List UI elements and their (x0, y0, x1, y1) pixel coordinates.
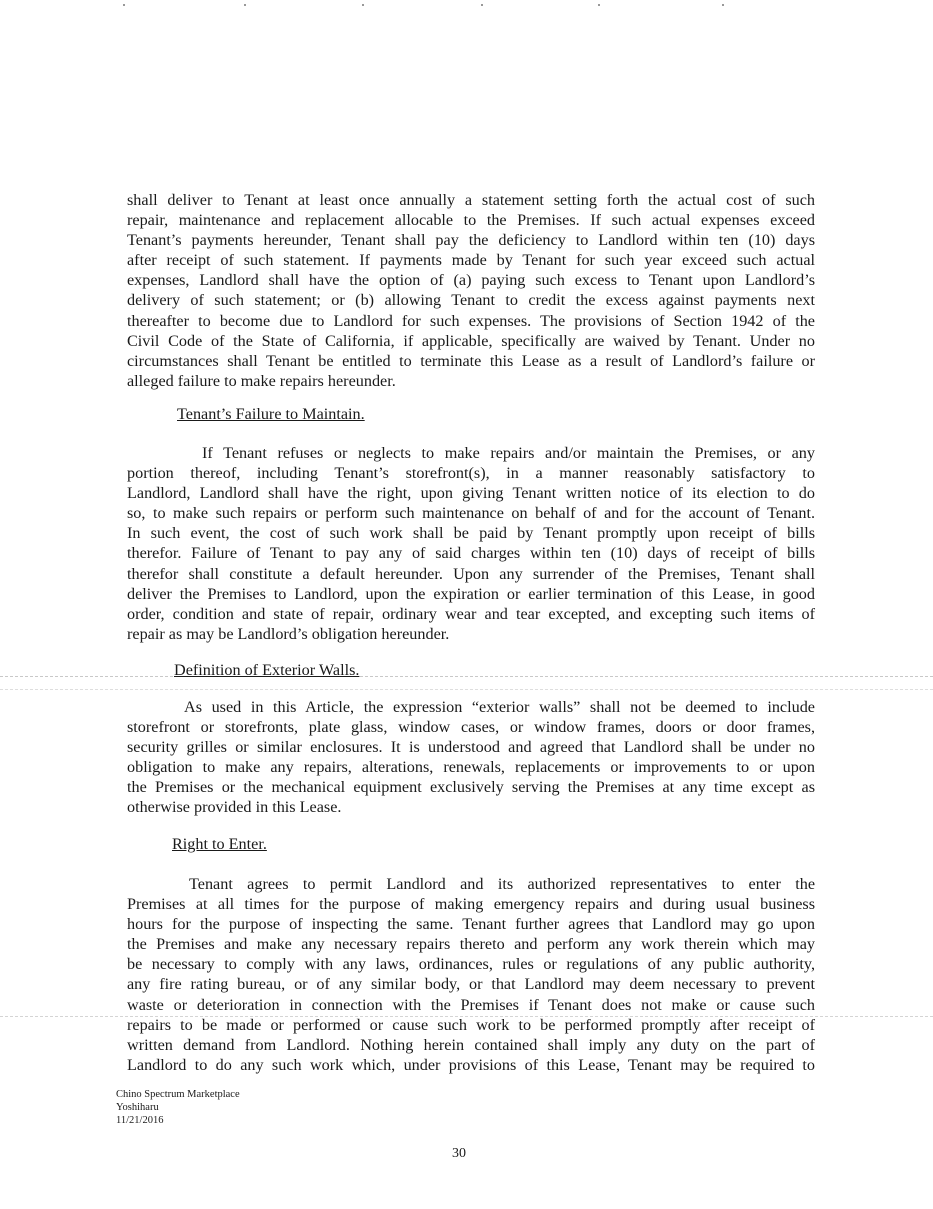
text-line: written demand from Landlord. Nothing herein contained shall imply any duty on the part of (127, 1035, 815, 1054)
text-line: Civil Code of the State of California, if applicable, specifically are waived by Tenant. Under no (127, 331, 815, 350)
text-line: the Premises and make any necessary repairs thereto and perform any work therein which may (127, 935, 815, 954)
text-line: repair as may be Landlord’s obligation hereunder. (127, 624, 450, 643)
text-line: shall deliver to Tenant at least once annually a statement setting forth the actual cost of such (127, 191, 815, 209)
text-line: circumstances shall Tenant be entitled to terminate this Lease as a result of Landlord’s failure or (127, 351, 815, 370)
text-line: be necessary to comply with any laws, ordinances, rules or regulations of any public authority, (127, 955, 815, 974)
text-line: storefront or storefronts, plate glass, window cases, or window frames, doors or door frames, (127, 718, 815, 737)
text-line: repairs to be made or performed or cause such work to be performed promptly after receipt of (127, 1015, 815, 1034)
text-line: waste or deterioration in connection with the Premises if Tenant does not make or cause such (127, 995, 815, 1014)
text-line: Landlord to do any such work which, under provisions of this Lease, Tenant may be required to (127, 1055, 815, 1074)
text-line: the Premises or the mechanical equipment exclusively serving the Premises at any time except as (127, 778, 815, 797)
section-heading-right-to-enter: Right to Enter. (172, 835, 267, 853)
document-footer (116, 1088, 240, 1128)
text-line: hours for the purpose of inspecting the same. Tenant further agrees that Landlord may go upon (127, 915, 815, 934)
text-line: expenses, Landlord shall have the option of (a) paying such excess to Tenant upon Landlord’s (127, 271, 815, 290)
footer-tenant-name: Yoshiharu (116, 1102, 159, 1114)
text-line: In such event, the cost of such work shall be paid by Tenant promptly upon receipt of bills (127, 524, 815, 543)
text-line: portion thereof, including Tenant’s storefront(s), in a manner reasonably satisfactory to (127, 464, 815, 483)
section-heading-tenants-failure: Tenant’s Failure to Maintain. (177, 405, 365, 423)
text-line: Tenant’s payments hereunder, Tenant shall pay the deficiency to Landlord within ten (10) days (127, 231, 815, 250)
scan-line-artifact (0, 1016, 933, 1017)
scan-line-artifact (0, 689, 933, 690)
text-line: therefor shall constitute a default hereunder. Upon any surrender of the Premises, Tenant shall (127, 564, 815, 583)
page-number: 30 (452, 1146, 466, 1161)
text-line: repair, maintenance and replacement allocable to the Premises. If such actual expenses exceed (127, 211, 815, 230)
text-line: after receipt of such statement. If payments made by Tenant for such year exceed such actual (127, 251, 815, 270)
paragraph-tenants-failure (127, 443, 815, 644)
text-line: If Tenant refuses or neglects to make repairs and/or maintain the Premises, or any (202, 444, 815, 462)
text-line: deliver the Premises to Landlord, upon the expiration or earlier termination of this Lease, in good (127, 584, 815, 603)
scan-line-artifact (0, 676, 933, 677)
text-line: otherwise provided in this Lease. (127, 798, 342, 817)
text-line: so, to make such repairs or perform such maintenance on behalf of and for the account of Tenant. (127, 504, 815, 523)
text-line: Premises at all times for the purpose of making emergency repairs and during usual business (127, 895, 815, 914)
scan-artifacts (0, 2, 933, 8)
text-line: thereafter to become due to Landlord for such expenses. The provisions of Section 1942 of the (127, 311, 815, 330)
text-line: alleged failure to make repairs hereunder. (127, 371, 396, 390)
text-line: therefor. Failure of Tenant to pay any of said charges within ten (10) days of receipt of bills (127, 544, 815, 563)
paragraph-exterior-walls (127, 697, 815, 818)
text-line: delivery of such statement; or (b) allowing Tenant to credit the excess against payments next (127, 291, 815, 310)
text-line: Landlord, Landlord shall have the right, upon giving Tenant written notice of its election to do (127, 484, 815, 503)
text-line: security grilles or similar enclosures. It is understood and agreed that Landlord shall be under no (127, 738, 815, 757)
footer-date: 11/21/2016 (116, 1115, 164, 1127)
text-line: As used in this Article, the expression “exterior walls” shall not be deemed to include (184, 698, 815, 716)
paragraph-repair-statement (127, 190, 815, 391)
text-line: order, condition and state of repair, ordinary wear and tear excepted, and excepting such items of (127, 604, 815, 623)
text-line: obligation to make any repairs, alterations, renewals, replacements or improvements to or upon (127, 758, 815, 777)
text-line: any fire rating bureau, or of any similar body, or that Landlord may deem necessary to prevent (127, 975, 815, 994)
footer-property-name: Chino Spectrum Marketplace (116, 1089, 240, 1100)
text-line: Tenant agrees to permit Landlord and its authorized representatives to enter the (189, 875, 815, 893)
paragraph-right-to-enter (127, 874, 815, 1075)
section-heading-exterior-walls: Definition of Exterior Walls. (174, 661, 360, 679)
